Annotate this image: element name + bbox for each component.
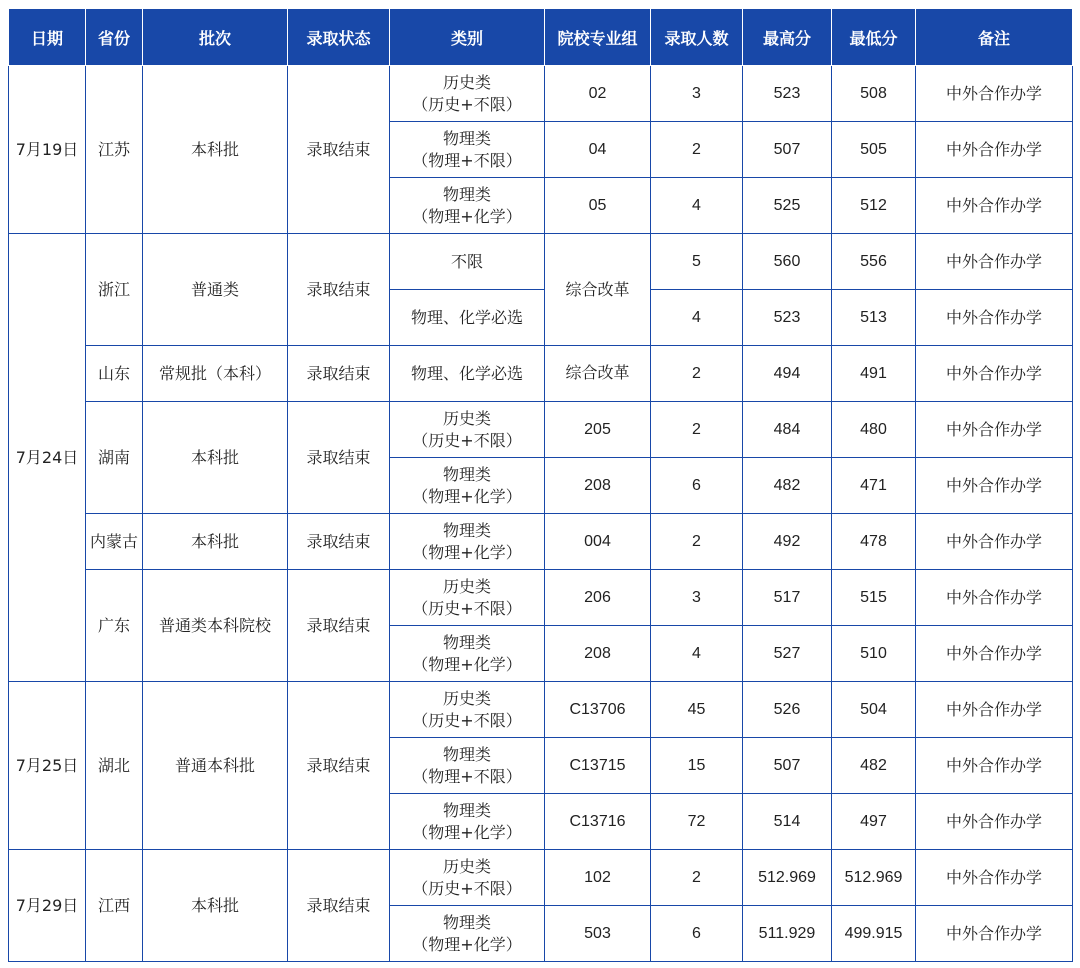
note-cell: 中外合作办学 (916, 346, 1073, 402)
category-requirement: （历史+不限） (412, 94, 522, 114)
max-score-cell: 523 (743, 290, 832, 346)
category-requirement: （物理+化学） (412, 654, 522, 674)
category-cell (390, 346, 545, 402)
category-cell (390, 626, 545, 682)
note-cell: 中外合作办学 (916, 626, 1073, 682)
category-subject: 不限 (450, 251, 483, 271)
max-score-cell: 525 (743, 178, 832, 234)
category-subject: 历史类 (442, 688, 491, 708)
province-cell: 湖南 (86, 402, 143, 514)
header-min-score: 最低分 (832, 9, 916, 66)
category-cell (390, 514, 545, 570)
admission-score-table (8, 8, 1073, 962)
header-note: 备注 (916, 9, 1073, 66)
min-score-cell: 512 (832, 178, 916, 234)
max-score-cell: 514 (743, 794, 832, 850)
category-subject: 历史类 (442, 576, 491, 596)
category-cell (390, 178, 545, 234)
status-cell: 录取结束 (288, 850, 390, 962)
min-score-cell: 497 (832, 794, 916, 850)
header-batch: 批次 (143, 9, 288, 66)
max-score-cell: 523 (743, 66, 832, 122)
batch-cell: 本科批 (143, 850, 288, 962)
category-subject: 物理类 (442, 632, 491, 652)
batch-cell: 本科批 (143, 402, 288, 514)
header-admitted-count: 录取人数 (651, 9, 743, 66)
header-category: 类别 (390, 9, 545, 66)
province-cell: 江苏 (86, 66, 143, 234)
category-requirement: （物理+化学） (412, 206, 522, 226)
batch-cell: 本科批 (143, 514, 288, 570)
note-cell: 中外合作办学 (916, 122, 1073, 178)
note-cell: 中外合作办学 (916, 738, 1073, 794)
admitted-count-cell: 6 (651, 458, 743, 514)
max-score-cell: 494 (743, 346, 832, 402)
major-group-cell: 综合改革 (545, 234, 651, 346)
category-cell (390, 738, 545, 794)
major-group-cell: 02 (545, 66, 651, 122)
note-cell: 中外合作办学 (916, 682, 1073, 738)
province-cell: 山东 (86, 346, 143, 402)
note-cell: 中外合作办学 (916, 458, 1073, 514)
province-cell: 湖北 (86, 682, 143, 850)
category-subject: 物理类 (442, 464, 491, 484)
category-requirement: （物理+化学） (412, 542, 522, 562)
status-cell: 录取结束 (288, 514, 390, 570)
category-requirement: （物理+化学） (412, 822, 522, 842)
table-row (9, 234, 1073, 290)
date-cell: 7月25日 (9, 682, 86, 850)
batch-cell: 普通本科批 (143, 682, 288, 850)
table-row (9, 66, 1073, 122)
table-row (9, 850, 1073, 906)
category-subject: 历史类 (442, 856, 491, 876)
category-cell (390, 850, 545, 906)
major-group-cell: 208 (545, 626, 651, 682)
min-score-cell: 471 (832, 458, 916, 514)
major-group-cell: 205 (545, 402, 651, 458)
min-score-cell: 510 (832, 626, 916, 682)
status-cell: 录取结束 (288, 346, 390, 402)
admitted-count-cell: 2 (651, 402, 743, 458)
category-requirement: （历史+不限） (412, 710, 522, 730)
major-group-cell: 208 (545, 458, 651, 514)
table-row (9, 402, 1073, 458)
admitted-count-cell: 72 (651, 794, 743, 850)
category-requirement: （历史+不限） (412, 598, 522, 618)
table-body (9, 66, 1073, 962)
max-score-cell: 484 (743, 402, 832, 458)
category-subject: 物理类 (442, 912, 491, 932)
min-score-cell: 480 (832, 402, 916, 458)
min-score-cell: 515 (832, 570, 916, 626)
admitted-count-cell: 5 (651, 234, 743, 290)
province-cell: 江西 (86, 850, 143, 962)
category-subject: 物理类 (442, 184, 491, 204)
major-group-cell: C13706 (545, 682, 651, 738)
admitted-count-cell: 4 (651, 626, 743, 682)
admitted-count-cell: 3 (651, 66, 743, 122)
min-score-cell: 491 (832, 346, 916, 402)
header-status: 录取状态 (288, 9, 390, 66)
status-cell: 录取结束 (288, 234, 390, 346)
header-max-score: 最高分 (743, 9, 832, 66)
note-cell: 中外合作办学 (916, 850, 1073, 906)
batch-cell: 本科批 (143, 66, 288, 234)
admitted-count-cell: 2 (651, 850, 743, 906)
min-score-cell: 478 (832, 514, 916, 570)
category-cell (390, 458, 545, 514)
header-major-group: 院校专业组 (545, 9, 651, 66)
category-cell (390, 682, 545, 738)
category-subject: 物理类 (442, 800, 491, 820)
category-cell (390, 570, 545, 626)
category-requirement: （历史+不限） (412, 430, 522, 450)
major-group-cell: 05 (545, 178, 651, 234)
min-score-cell: 505 (832, 122, 916, 178)
max-score-cell: 511.929 (743, 906, 832, 962)
category-subject: 物理、化学必选 (410, 363, 523, 383)
max-score-cell: 560 (743, 234, 832, 290)
batch-cell: 普通类本科院校 (143, 570, 288, 682)
admitted-count-cell: 4 (651, 290, 743, 346)
province-cell: 广东 (86, 570, 143, 682)
max-score-cell: 517 (743, 570, 832, 626)
admission-table-wrapper (8, 8, 1073, 962)
status-cell: 录取结束 (288, 402, 390, 514)
max-score-cell: 482 (743, 458, 832, 514)
category-cell (390, 290, 545, 346)
note-cell: 中外合作办学 (916, 178, 1073, 234)
note-cell: 中外合作办学 (916, 402, 1073, 458)
note-cell: 中外合作办学 (916, 906, 1073, 962)
category-cell (390, 402, 545, 458)
admitted-count-cell: 4 (651, 178, 743, 234)
admitted-count-cell: 2 (651, 122, 743, 178)
note-cell: 中外合作办学 (916, 794, 1073, 850)
major-group-cell: 04 (545, 122, 651, 178)
min-score-cell: 482 (832, 738, 916, 794)
min-score-cell: 508 (832, 66, 916, 122)
batch-cell: 常规批（本科） (143, 346, 288, 402)
table-row (9, 682, 1073, 738)
major-group-cell: 503 (545, 906, 651, 962)
max-score-cell: 527 (743, 626, 832, 682)
status-cell: 录取结束 (288, 66, 390, 234)
province-cell: 浙江 (86, 234, 143, 346)
category-cell (390, 234, 545, 290)
min-score-cell: 556 (832, 234, 916, 290)
min-score-cell: 504 (832, 682, 916, 738)
table-row (9, 570, 1073, 626)
major-group-cell: C13715 (545, 738, 651, 794)
max-score-cell: 512.969 (743, 850, 832, 906)
table-header (9, 9, 1073, 66)
date-cell: 7月19日 (9, 66, 86, 234)
max-score-cell: 507 (743, 122, 832, 178)
category-cell (390, 122, 545, 178)
category-requirement: （历史+不限） (412, 878, 522, 898)
category-requirement: （物理+不限） (412, 150, 522, 170)
note-cell: 中外合作办学 (916, 66, 1073, 122)
date-cell: 7月24日 (9, 234, 86, 682)
major-group-cell: 004 (545, 514, 651, 570)
note-cell: 中外合作办学 (916, 570, 1073, 626)
category-requirement: （物理+化学） (412, 486, 522, 506)
category-subject: 物理类 (442, 128, 491, 148)
category-requirement: （物理+化学） (412, 934, 522, 954)
admitted-count-cell: 45 (651, 682, 743, 738)
category-requirement: （物理+不限） (412, 766, 522, 786)
admitted-count-cell: 3 (651, 570, 743, 626)
major-group-cell: 102 (545, 850, 651, 906)
admitted-count-cell: 2 (651, 514, 743, 570)
min-score-cell: 499.915 (832, 906, 916, 962)
category-subject: 历史类 (442, 408, 491, 428)
category-cell (390, 794, 545, 850)
status-cell: 录取结束 (288, 570, 390, 682)
header-row (9, 9, 1073, 66)
status-cell: 录取结束 (288, 682, 390, 850)
max-score-cell: 526 (743, 682, 832, 738)
note-cell: 中外合作办学 (916, 514, 1073, 570)
batch-cell: 普通类 (143, 234, 288, 346)
header-province: 省份 (86, 9, 143, 66)
category-subject: 物理类 (442, 520, 491, 540)
category-cell (390, 66, 545, 122)
min-score-cell: 513 (832, 290, 916, 346)
note-cell: 中外合作办学 (916, 234, 1073, 290)
admitted-count-cell: 2 (651, 346, 743, 402)
category-subject: 物理类 (442, 744, 491, 764)
admitted-count-cell: 15 (651, 738, 743, 794)
max-score-cell: 507 (743, 738, 832, 794)
major-group-cell: C13716 (545, 794, 651, 850)
category-cell (390, 906, 545, 962)
major-group-cell: 206 (545, 570, 651, 626)
date-cell: 7月29日 (9, 850, 86, 962)
province-cell: 内蒙古 (86, 514, 143, 570)
max-score-cell: 492 (743, 514, 832, 570)
category-subject: 历史类 (442, 72, 491, 92)
table-row (9, 346, 1073, 402)
min-score-cell: 512.969 (832, 850, 916, 906)
header-date: 日期 (9, 9, 86, 66)
table-row (9, 514, 1073, 570)
admitted-count-cell: 6 (651, 906, 743, 962)
note-cell: 中外合作办学 (916, 290, 1073, 346)
major-group-cell: 综合改革 (545, 346, 651, 402)
category-subject: 物理、化学必选 (410, 307, 523, 327)
